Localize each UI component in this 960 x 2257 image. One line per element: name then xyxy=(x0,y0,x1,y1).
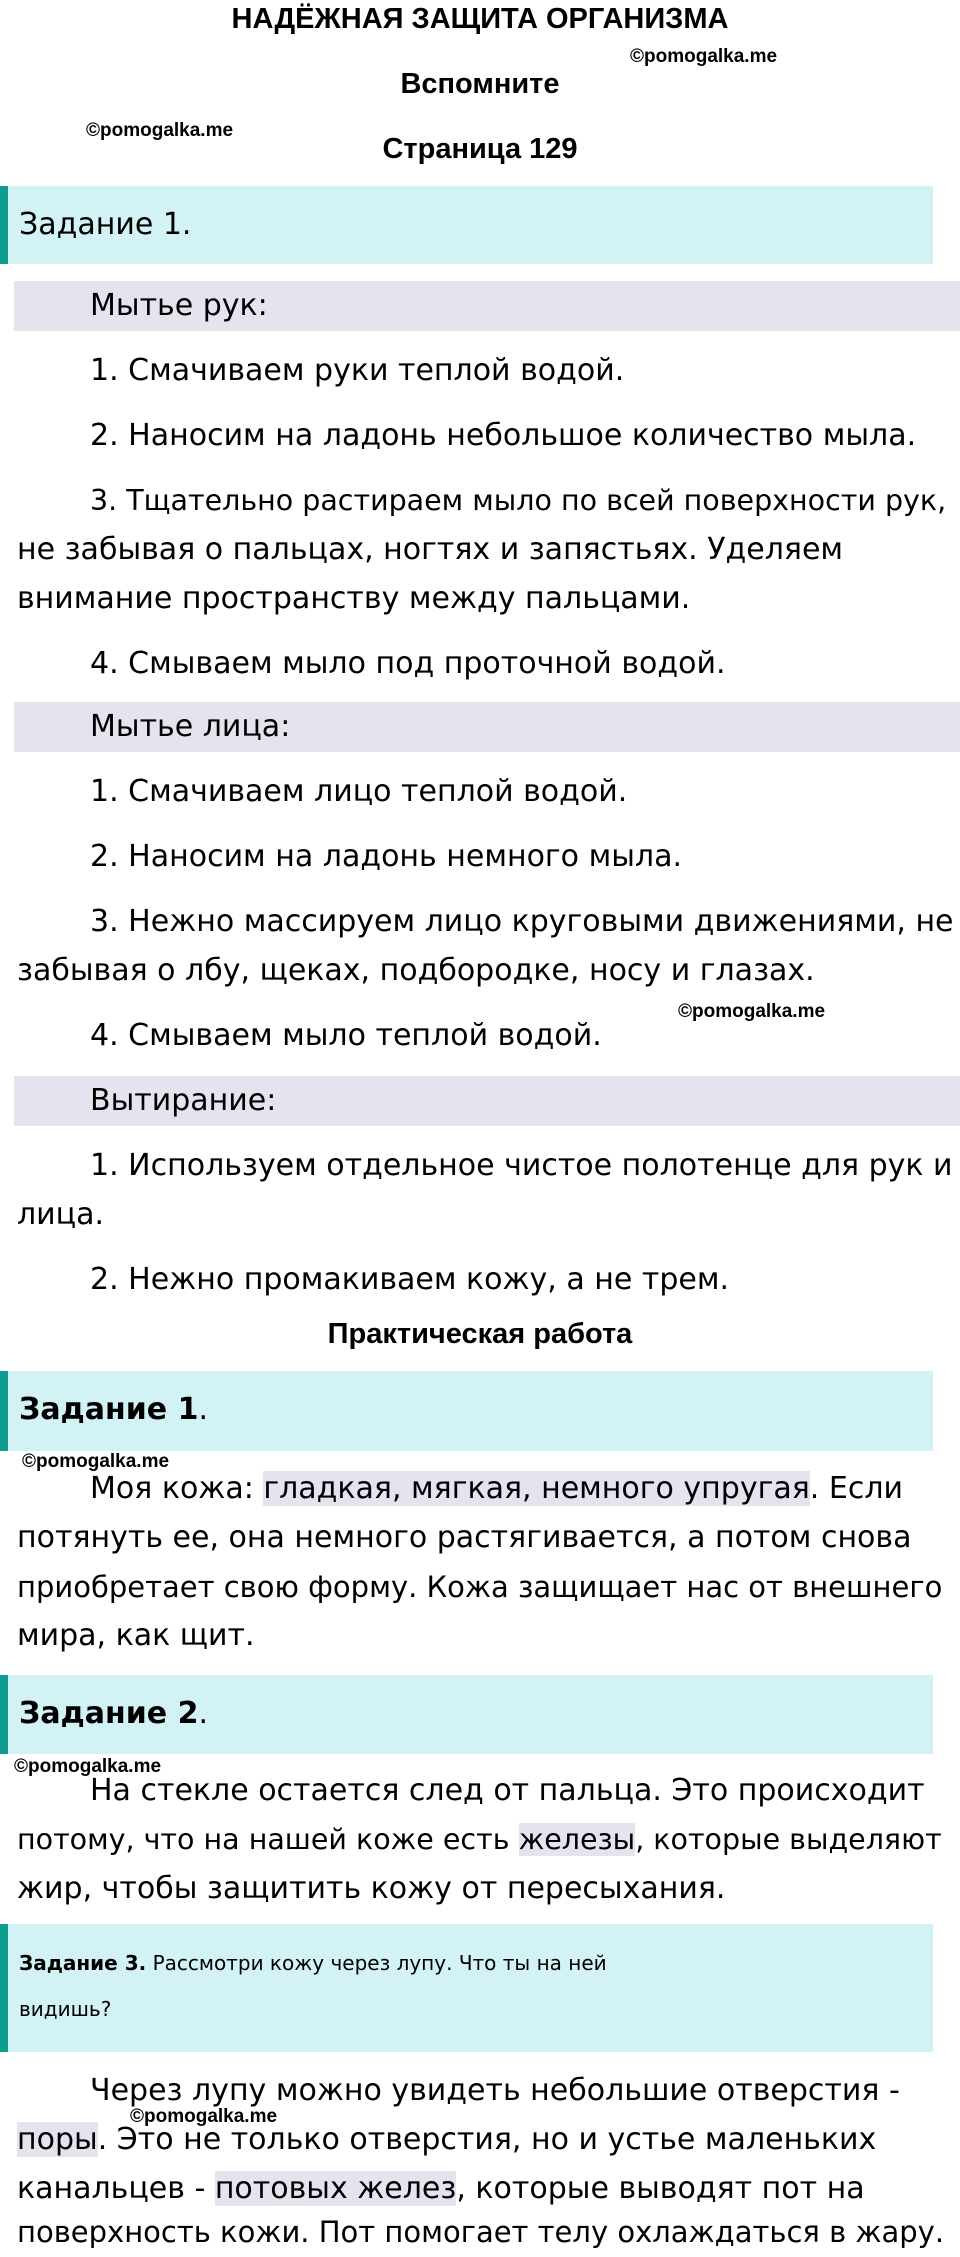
facewash-step1: 1. Смачиваем лицо теплой водой. xyxy=(90,774,628,809)
facewash-step3-line1: 3. Нежно массируем лицо круговыми движениями, не xyxy=(90,904,954,939)
practice-task3-line2-post: . Это не только отверстия, но и устье маленьких xyxy=(97,2122,877,2157)
drying-heading: Вытирание: xyxy=(90,1083,277,1118)
facewash-heading: Мытье лица: xyxy=(90,709,291,744)
practice-task1-dot: . xyxy=(198,1392,208,1427)
practice-task2-highlight: железы xyxy=(518,1823,636,1856)
section-remember-title: Вспомните xyxy=(400,68,560,100)
facewash-step3-line2: забывая о лбу, щеках, подбородке, носу и глазах. xyxy=(17,953,815,988)
practice-task1-line1-pre: Моя кожа: xyxy=(90,1471,264,1506)
practice-task2-label: Задание 2 xyxy=(19,1696,199,1731)
practice-task3-line2 xyxy=(17,2115,876,2165)
practice-task3-question-line1 xyxy=(19,1940,933,1986)
practice-task3-line4: поверхность кожи. Пот помогает телу охлаждаться в жару. xyxy=(17,2215,945,2249)
practice-task1-line2: потянуть ее, она немного растягивается, а потом снова xyxy=(17,1520,912,1555)
page-number-label: Страница 129 xyxy=(382,133,578,165)
facewash-step2: 2. Наносим на ладонь немного мыла. xyxy=(90,839,682,874)
watermark: ©pomogalka.me xyxy=(86,120,234,141)
handwash-step3-line3: внимание пространству между пальцами. xyxy=(17,581,691,616)
practice-task1-line3: приобретает свою форму. Кожа защищает нас от внешнего xyxy=(17,1570,943,1604)
handwash-step3-line2: не забывая о пальцах, ногтях и запястьях. Уделяем xyxy=(17,532,844,567)
practice-task1-line4: мира, как щит. xyxy=(17,1618,255,1653)
handwash-step4: 4. Смываем мыло под проточной водой. xyxy=(90,646,726,681)
practice-task2-line1: На стекле остается след от пальца. Это происходит xyxy=(90,1773,925,1808)
practice-task3-line3-pre: канальцев - xyxy=(17,2171,215,2206)
practice-task3-question-line2: видишь? xyxy=(19,1997,112,2021)
practice-task1-line1 xyxy=(90,1464,903,1514)
practice-task2-line2-pre: потому, что на нашей коже есть xyxy=(17,1823,519,1856)
practice-task2-line3: жир, чтобы защитить кожу от пересыхания. xyxy=(17,1871,726,1906)
watermark: ©pomogalka.me xyxy=(678,1001,826,1022)
practice-task1-highlight: гладкая, мягкая, немного упругая xyxy=(263,1471,810,1506)
drying-step1-line2: лица. xyxy=(17,1197,105,1232)
page-title: НАДЁЖНАЯ ЗАЩИТА ОРГАНИЗМА xyxy=(231,3,729,35)
watermark: ©pomogalka.me xyxy=(130,2106,278,2127)
practice-task3-header xyxy=(0,1924,933,2052)
facewash-step4: 4. Смываем мыло теплой водой. xyxy=(90,1018,602,1053)
practice-task3-line1: Через лупу можно увидеть небольшие отверстия - xyxy=(90,2073,900,2108)
practice-task3-highlight-glands: потовых желез xyxy=(214,2171,457,2206)
drying-step1-line1: 1. Используем отдельное чистое полотенце для рук и xyxy=(90,1148,953,1183)
handwash-heading: Мытье рук: xyxy=(90,288,268,323)
handwash-step3-line1: 3. Тщательно растираем мыло по всей поверхности рук, xyxy=(90,484,947,517)
task1-header-label: Задание 1. xyxy=(19,207,192,242)
practical-title: Практическая работа xyxy=(327,1318,633,1350)
practice-task2-header xyxy=(0,1675,933,1754)
watermark: ©pomogalka.me xyxy=(14,1756,162,1777)
practice-task3-question: Рассмотри кожу через лупу. Что ты на ней xyxy=(146,1951,607,1975)
practice-task3-highlight-pores: поры xyxy=(17,2122,98,2157)
practice-task1-label: Задание 1 xyxy=(19,1392,199,1427)
practice-task1-line1-post: . Если xyxy=(809,1471,903,1506)
watermark: ©pomogalka.me xyxy=(22,1451,170,1472)
practice-task2-line2 xyxy=(17,1815,942,1865)
practice-task3-line3-post: , которые выводят пот на xyxy=(456,2171,865,2206)
watermark: ©pomogalka.me xyxy=(630,46,778,67)
practice-task1-header xyxy=(0,1371,933,1451)
practice-task2-dot: . xyxy=(198,1696,208,1731)
practice-task3-label: Задание 3. xyxy=(19,1951,147,1975)
practice-task2-line2-post: , которые выделяют xyxy=(635,1823,942,1856)
drying-step2: 2. Нежно промакиваем кожу, а не трем. xyxy=(90,1262,730,1297)
task1-header xyxy=(0,186,933,264)
handwash-step1: 1. Смачиваем руки теплой водой. xyxy=(90,353,625,388)
handwash-step2: 2. Наносим на ладонь небольшое количество мыла. xyxy=(90,418,917,453)
